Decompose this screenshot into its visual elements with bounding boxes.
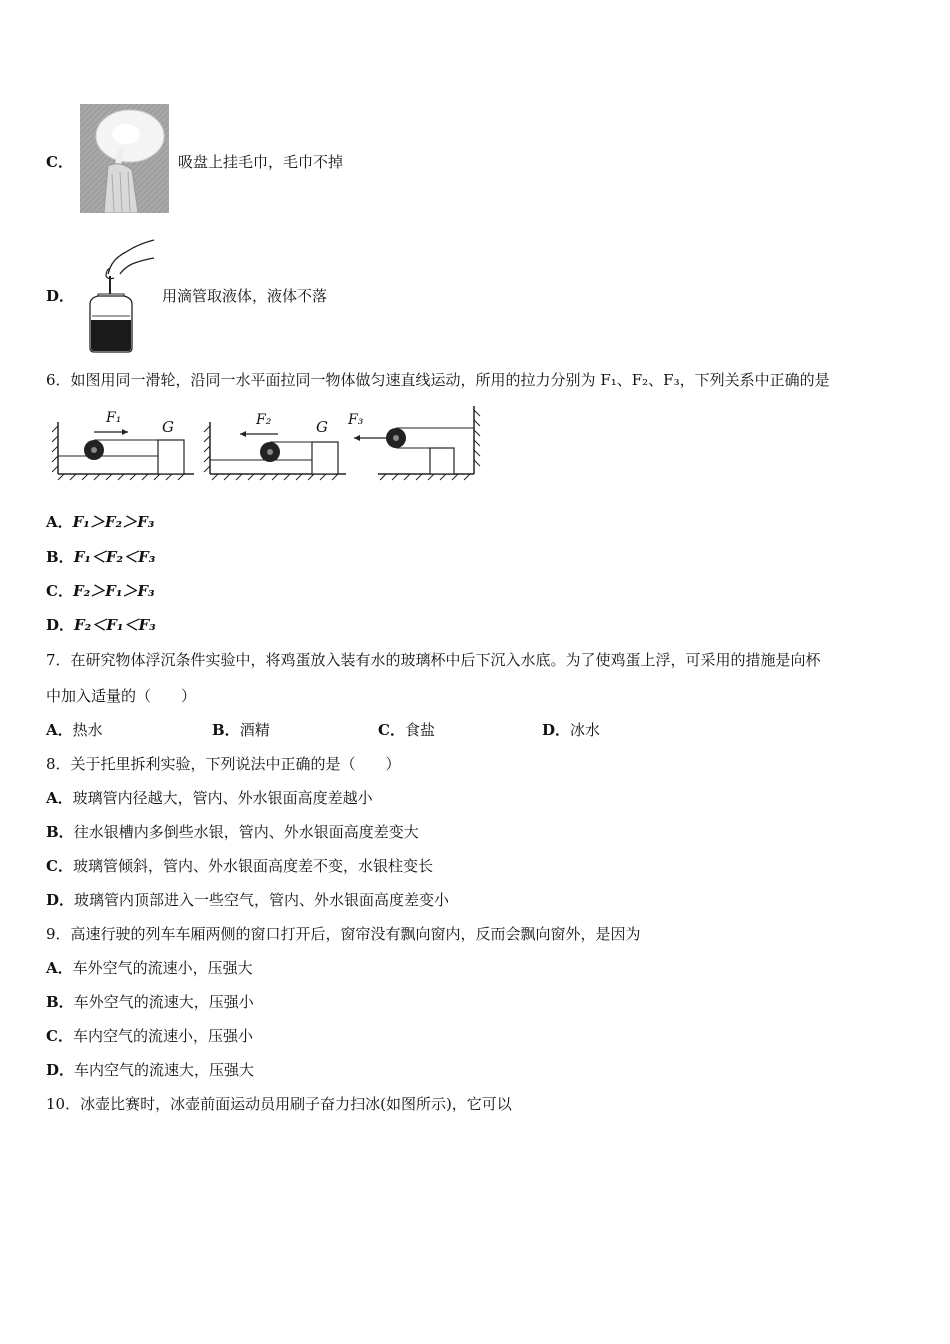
q7-option-b [212,720,270,740]
q7-option-d [542,720,600,740]
option-label: D． [542,721,571,739]
option-label: C． [46,582,73,600]
q7-stem-line1: 7．在研究物体浮沉条件实验中，将鸡蛋放入装有水的玻璃杯中后下沉入水底。为了使鸡蛋上浮，可采用的措施是向杯 [46,651,821,669]
q7-option-a [46,720,103,740]
option-text: 酒精 [239,721,270,739]
q8-stem: 8．关于托里拆利实验，下列说法中正确的是（ ） [46,755,401,773]
option-label: C． [46,1027,73,1045]
q8-option-c [46,856,433,876]
option-text: 食盐 [404,721,435,739]
suction-cup-photo [80,104,169,213]
q6-option-c [46,581,155,601]
q5-option-c [46,152,73,172]
option-text: 车外空气的流速大，压强小 [73,993,254,1011]
label-f1: F₁ [106,410,122,426]
option-text: F₂＜F₁＜F₃ [74,616,156,634]
option-text: 玻璃管内顶部进入一些空气，管内、外水银面高度差变小 [74,891,450,909]
option-label: A． [46,513,73,531]
q7-option-c [378,720,435,740]
option-label: C． [378,721,405,739]
option-text: F₁＜F₂＜F₃ [73,548,156,566]
option-text: 车内空气的流速小，压强小 [72,1027,253,1045]
q7-options [46,720,666,740]
q6-option-a [46,512,154,532]
q9-option-c [46,1026,253,1046]
dropper-illustration [80,236,156,354]
label-f2: F₂ [256,412,272,428]
q5-option-c-text: 吸盘上挂毛巾，毛巾不掉 [178,153,344,171]
option-label: B． [46,993,74,1011]
q7-stem-line2: 中加入适量的（ ） [46,687,197,705]
q6-option-d [46,615,156,635]
label-g2: G [316,418,328,436]
option-label: D． [46,287,75,305]
q6-stem: 6．如图用同一滑轮，沿同一水平面拉同一物体做匀速直线运动，所用的拉力分别为 F₁、F₂、F₃，下列关系中正确的是 [46,371,830,389]
option-text: 车外空气的流速小，压强大 [72,959,253,977]
q9-stem: 9．高速行驶的列车车厢两侧的窗口打开后，窗帘没有飘向窗内，反而会飘向窗外，是因为 [46,925,641,943]
option-label: C． [46,857,73,875]
pulley-diagram-3 [354,406,480,480]
q5-option-d-text: 用滴管取液体，液体不落 [162,287,328,305]
option-label: D． [46,1061,75,1079]
option-text: 车内空气的流速大，压强大 [74,1061,255,1079]
option-label: A． [46,721,73,739]
q5-option-d [46,286,74,306]
option-label: B． [46,548,74,566]
q8-option-b [46,822,419,842]
option-text: F₂＞F₁＞F₃ [72,582,155,600]
q10-stem: 10．冰壶比赛时，冰壶前面运动员用刷子奋力扫冰(如图所示)，它可以 [46,1095,512,1113]
option-text: 热水 [72,721,103,739]
option-text: 冰水 [570,721,601,739]
option-text: 玻璃管倾斜，管内、外水银面高度差不变，水银柱变长 [72,857,433,875]
q8-option-d [46,890,449,910]
option-label: C． [46,153,73,171]
q8-option-a [46,788,373,808]
q9-option-a [46,958,253,978]
option-text: F₁＞F₂＞F₃ [72,513,155,531]
option-label: A． [46,959,73,977]
q9-option-b [46,992,254,1012]
q9-option-d [46,1060,254,1080]
option-text: 玻璃管内径越大，管内、外水银面高度差越小 [72,789,373,807]
q6-option-b [46,547,155,567]
option-label: D． [46,891,75,909]
option-label: B． [212,721,240,739]
pulley-diagrams [52,402,494,488]
label-f3: F₃ [348,412,364,428]
option-label: D． [46,616,75,634]
label-g1: G [162,418,174,436]
option-text: 往水银槽内多倒些水银，管内、外水银面高度差变大 [73,823,419,841]
option-label: A． [46,789,73,807]
option-label: B． [46,823,74,841]
